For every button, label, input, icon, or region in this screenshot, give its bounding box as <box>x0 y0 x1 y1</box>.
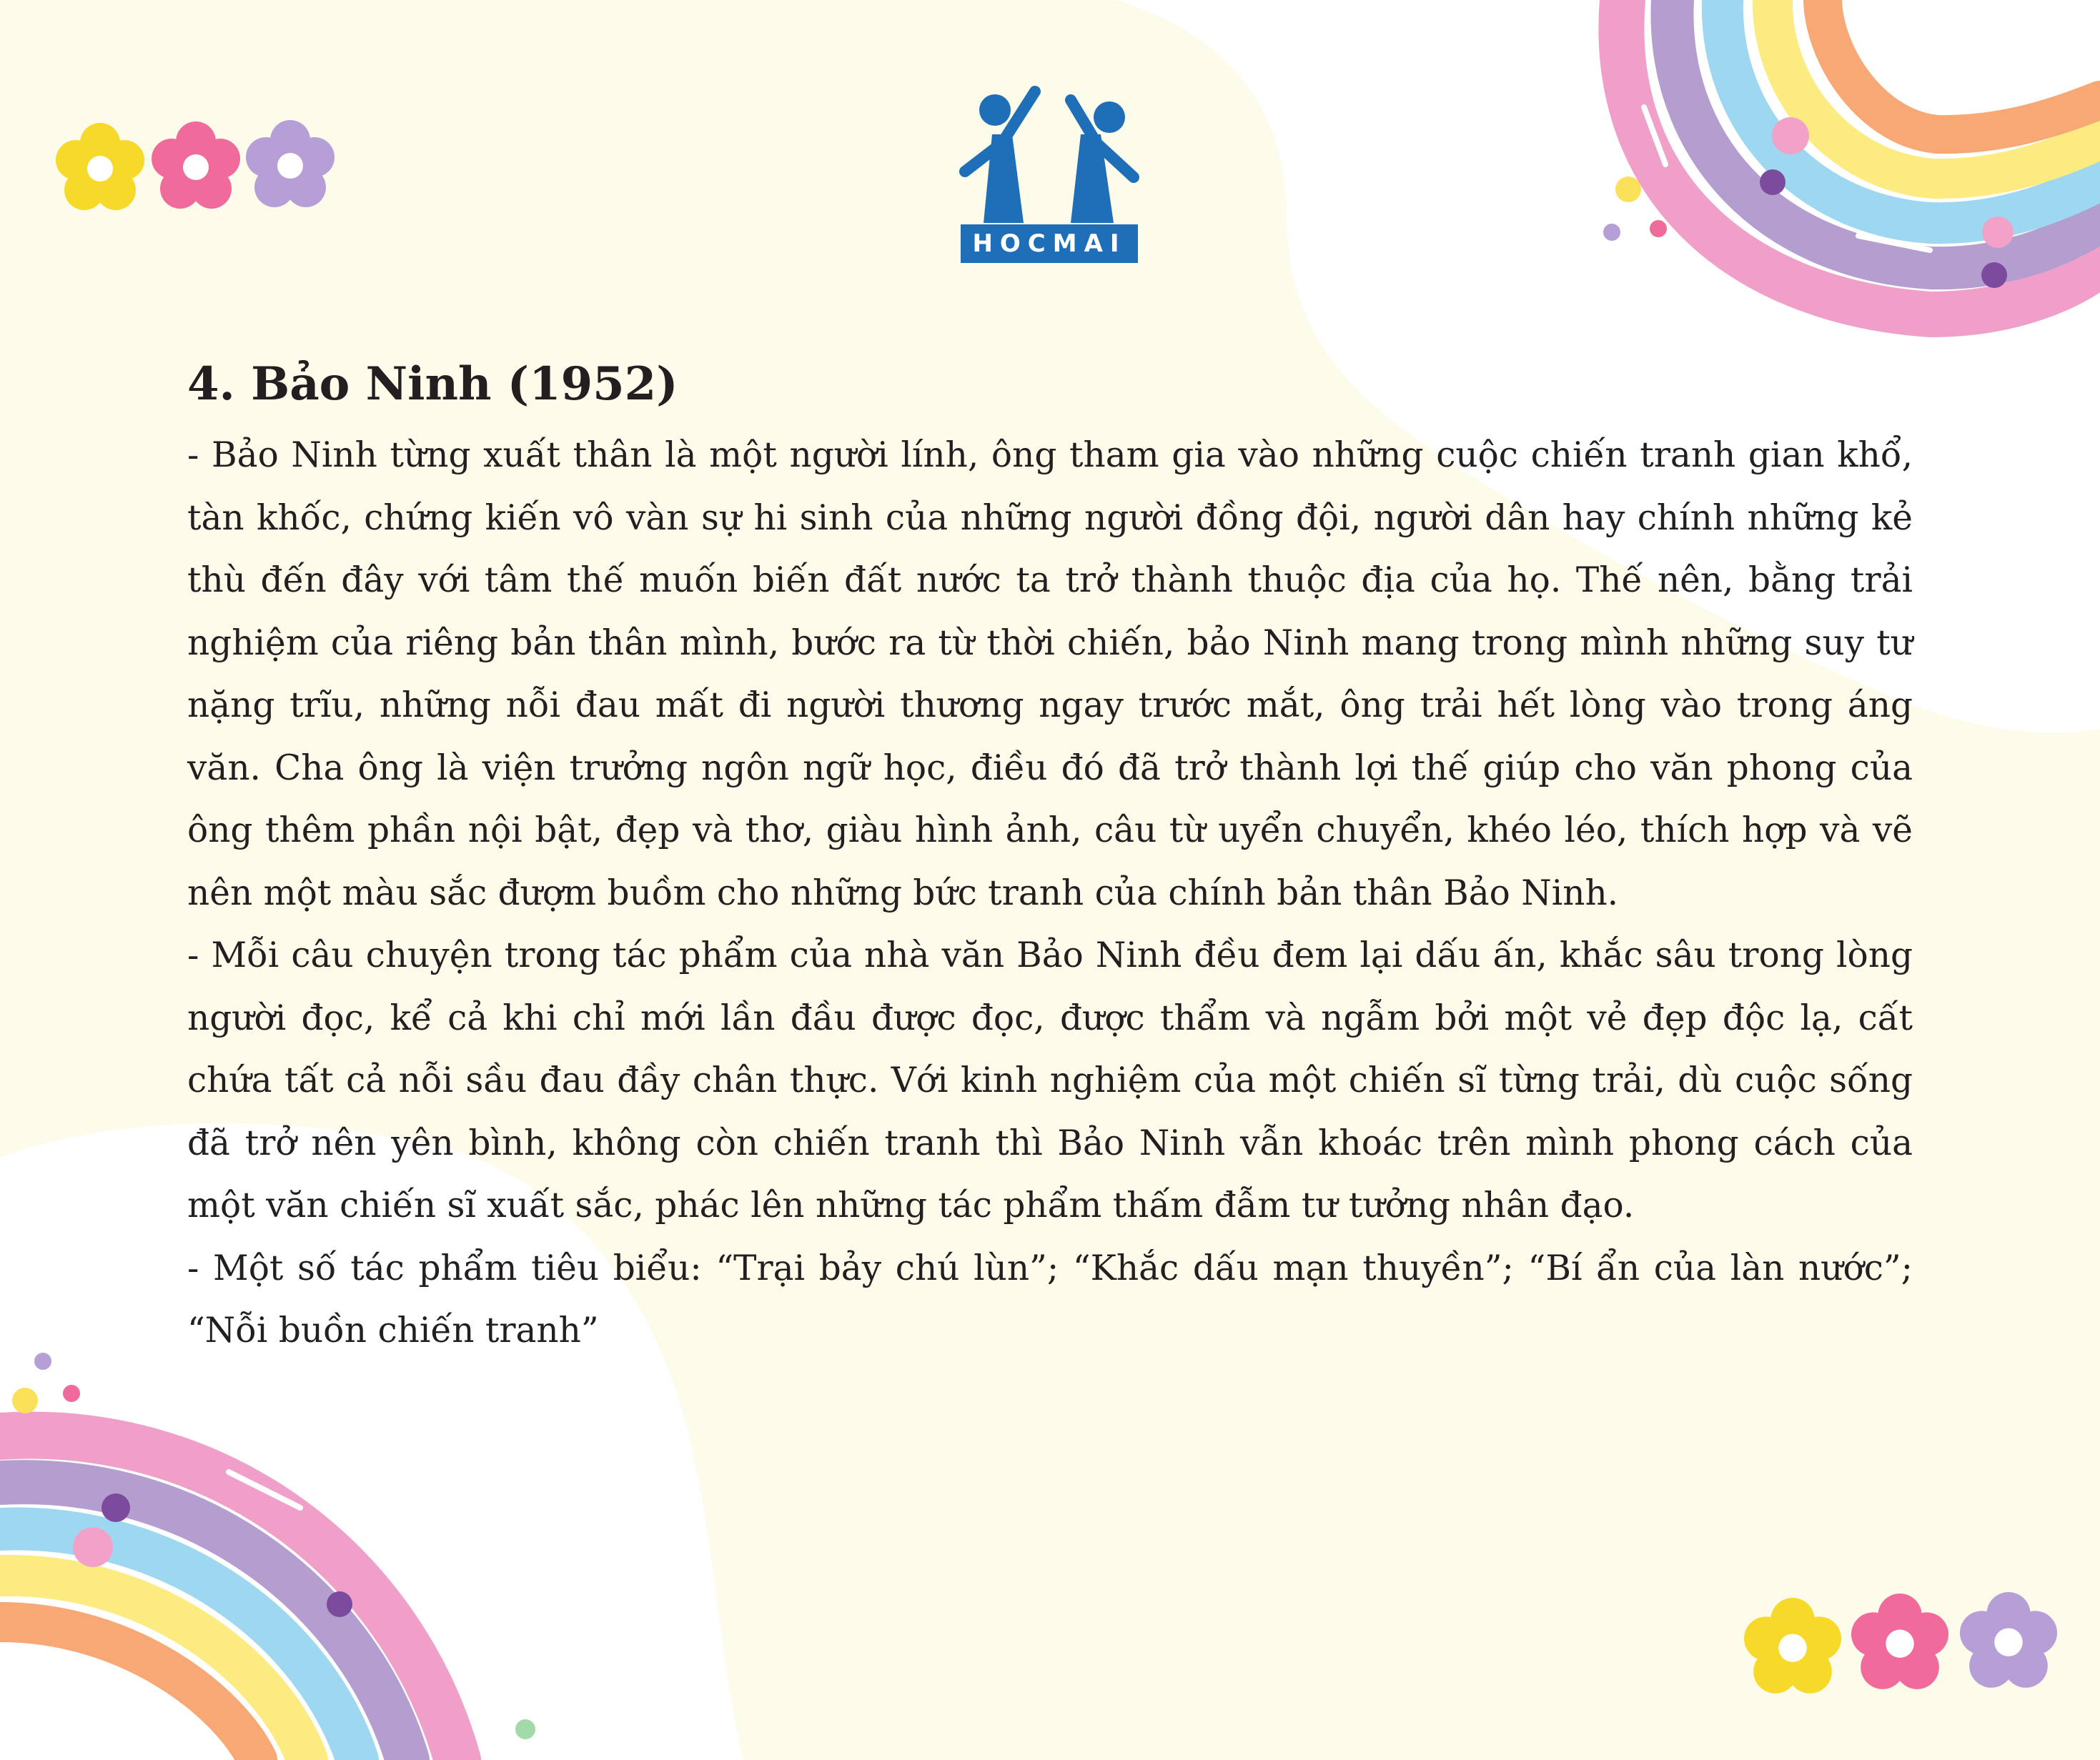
hocmai-logo <box>958 84 1141 263</box>
flower-icon <box>1960 1592 2057 1689</box>
hocmai-two-people-icon <box>958 84 1141 227</box>
flower-icon <box>246 120 335 209</box>
flower-icon <box>56 123 144 212</box>
article <box>187 349 1913 1363</box>
flower-icon <box>152 121 240 210</box>
flower-icon <box>1744 1598 1841 1695</box>
brand-name: HOCMAI <box>961 224 1138 263</box>
flower-icon <box>1851 1594 1948 1691</box>
article-title: 4. Bảo Ninh (1952) <box>187 357 678 411</box>
paragraph: - Mỗi câu chuyện trong tác phẩm của nhà văn Bảo Ninh đều đem lại dấu ấn, khắc sâu trong lòng người đọc, kể cả khi chỉ mới lần đầu được đọc, được thẩm và ngẫm bởi một vẻ đẹp độc lạ, cất chứa tất cả nỗi sầu đau đầy chân thực. Với kinh nghiệm của một chiến sĩ từng trải, dù cuộc sống đã trở nên yên bình, không còn chiến tranh thì Bảo Ninh vẫn khoác trên mình phong cách của một văn chiến sĩ xuất sắc, phác lên những tác phẩm thấm đẫm tư tưởng nhân đạo. <box>187 935 1913 1225</box>
rainbow-icon <box>1621 0 2100 314</box>
paragraph: - Một số tác phẩm tiêu biểu: “Trại bảy chú lùn”; “Khắc dấu mạn thuyền”; “Bí ẩn của làn nước”; “Nỗi buồn chiến tranh” <box>187 1248 1913 1351</box>
paragraph: - Bảo Ninh từng xuất thân là một người lính, ông tham gia vào những cuộc chiến tranh gian khổ, tàn khốc, chứng kiến vô vàn sự hi sinh của những người đồng đội, người dân hay chính những kẻ thù đến đây với tâm thế muốn biến đất nước ta trở thành thuộc địa của họ. Thế nên, bằng trải nghiệm của riêng bản thân mình, bước ra từ thời chiến, bảo Ninh mang trong mình những suy tư nặng trĩu, những nỗi đau mất đi người thương ngay trước mắt, ông trải hết lòng vào trong áng văn. Cha ông là viện trưởng ngôn ngữ học, điều đó đã trở thành lợi thế giúp cho văn phong của ông thêm phần nội bật, đẹp và thơ, giàu hình ảnh, câu từ uyển chuyển, khéo léo, thích hợp và vẽ nên một màu sắc đượm buồm cho những bức tranh của chính bản thân Bảo Ninh. <box>187 435 1913 913</box>
rainbow-icon <box>0 1436 457 1760</box>
